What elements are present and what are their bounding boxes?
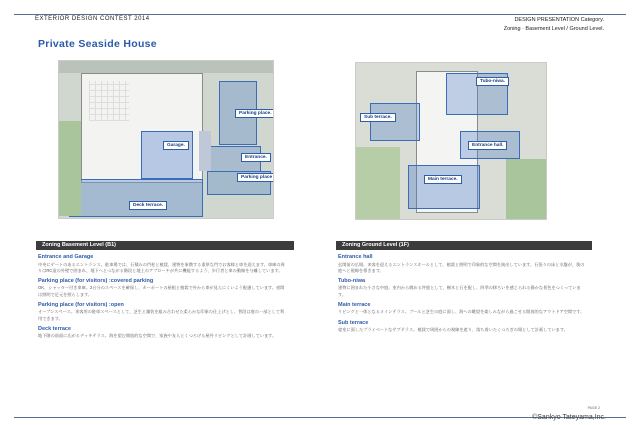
sub-terrace-zone bbox=[370, 103, 420, 141]
street-strip bbox=[59, 61, 273, 73]
label-deck-terrace: Deck terrace. bbox=[129, 201, 167, 210]
label-parking-place-top: Parking place. bbox=[235, 109, 274, 118]
page-title: Private Seaside House bbox=[38, 38, 157, 50]
section-entrance-hall bbox=[338, 254, 588, 274]
section-open-parking bbox=[38, 302, 288, 322]
label-tubo-niwa: Tubo-niwa. bbox=[476, 77, 509, 86]
label-entrance-hall: Entrance hall. bbox=[468, 141, 507, 150]
section-tubo-niwa bbox=[338, 278, 588, 298]
section-deck-terrace bbox=[38, 326, 288, 340]
copyright: ©Sankyo Tateyama,Inc. bbox=[532, 414, 606, 421]
section-heading: Parking place (for visitors) :open bbox=[38, 301, 124, 308]
lawn bbox=[59, 121, 81, 216]
section-body: 地下階の前面に広がるデッキテラス。海を望む開放的な空間で、家族や友人とくつろげる屋外リビングとして計画しています。 bbox=[38, 333, 277, 339]
garden-right bbox=[506, 159, 546, 219]
ground-descriptions bbox=[338, 254, 588, 337]
top-rule bbox=[14, 14, 626, 15]
deck-zone bbox=[69, 179, 203, 217]
section-body: 寝室に面したプライベートなサブテラス。植栽で周囲からの視線を遮り、落ち着いたくつろぎの場として計画しています。 bbox=[338, 327, 568, 333]
label-entrance: Entrance. bbox=[241, 153, 271, 162]
section-heading: Deck terrace bbox=[38, 325, 72, 332]
room-grid bbox=[89, 81, 129, 121]
access-path bbox=[199, 131, 211, 171]
ground-zone-header: Zoning Ground Level (1F) bbox=[336, 241, 592, 250]
label-sub-terrace: Sub terrace. bbox=[360, 113, 396, 122]
section-body: オープンスペース。来客用の駐車スペースとして、芝生と舗装を組み合わせた柔らかな印象の仕上げとし、普段は庭の一部として利用できます。 bbox=[38, 309, 285, 321]
section-heading: Tubo-niwa bbox=[338, 277, 366, 284]
section-covered-parking bbox=[38, 278, 288, 298]
section-heading: Parking place (for visitors) :covered parking bbox=[38, 277, 154, 284]
section-heading: Entrance hall bbox=[338, 254, 373, 260]
contest-name: EXTERIOR DESIGN CONTEST 2014 bbox=[35, 16, 150, 22]
section-body: 建物に囲まれた小さな中庭。室内から眺める坪庭として、樹木と石を配し、四季の移ろいを感じられる静かな景色をつくっています。 bbox=[338, 285, 581, 297]
basement-descriptions bbox=[38, 254, 288, 343]
category-title: DESIGN PRESENTATION Category. bbox=[514, 17, 604, 23]
section-main-terrace bbox=[338, 302, 588, 316]
section-heading: Sub terrace bbox=[338, 319, 369, 326]
garage-zone bbox=[141, 131, 193, 179]
category-info bbox=[504, 16, 604, 34]
level-title: Zoning · Basement Level / Ground Level. bbox=[503, 26, 604, 32]
section-body: OK、シャッター付き車庫。2台分のスペースを確保し、カーポートの屋根と植栽で外から車が見えにくいよう配慮しています。夜間は照明で足元を照らします。 bbox=[38, 285, 285, 297]
section-entrance-garage bbox=[38, 254, 288, 274]
section-body: リビングと一体となるメインテラス。プールと芝生の庭に面し、海への眺望を楽しみながら過ごせる開放的なアウトドア空間です。 bbox=[338, 309, 585, 315]
section-heading: Entrance and Garage bbox=[38, 254, 94, 260]
section-body: 中央にゲートのあるエントランス。駐車場では、石積みの門柱と植栽、建物を象徴する重厚な門でお客様と車を迎えます。車庫の周りはRC造の外壁で囲まれ、地下へとつながる階段と地上のアプローチが共に機能するよう、歩行者と車の動線を分離しています。 bbox=[38, 261, 285, 273]
section-heading: Main terrace bbox=[338, 301, 371, 308]
section-body: 玄関前の広場。来客を迎えるエントランスホールとして、植栽と照明で印象的な空間を演出しています。石張りの床と水盤が、奥の庭へと視線を導きます。 bbox=[338, 261, 585, 273]
label-garage: Garage. bbox=[163, 141, 189, 150]
label-parking-place-bottom: Parking place bbox=[237, 173, 274, 182]
label-main-terrace: Main terrace. bbox=[424, 175, 462, 184]
garden-left bbox=[356, 147, 400, 219]
ground-plan-image bbox=[355, 62, 547, 220]
main-terrace-zone bbox=[408, 165, 480, 209]
section-sub-terrace bbox=[338, 320, 588, 334]
basement-zone-header: Zoning Basement Level (B1) bbox=[36, 241, 294, 250]
basement-plan-image bbox=[58, 60, 274, 219]
page-number: PAGE 2 bbox=[587, 406, 600, 410]
